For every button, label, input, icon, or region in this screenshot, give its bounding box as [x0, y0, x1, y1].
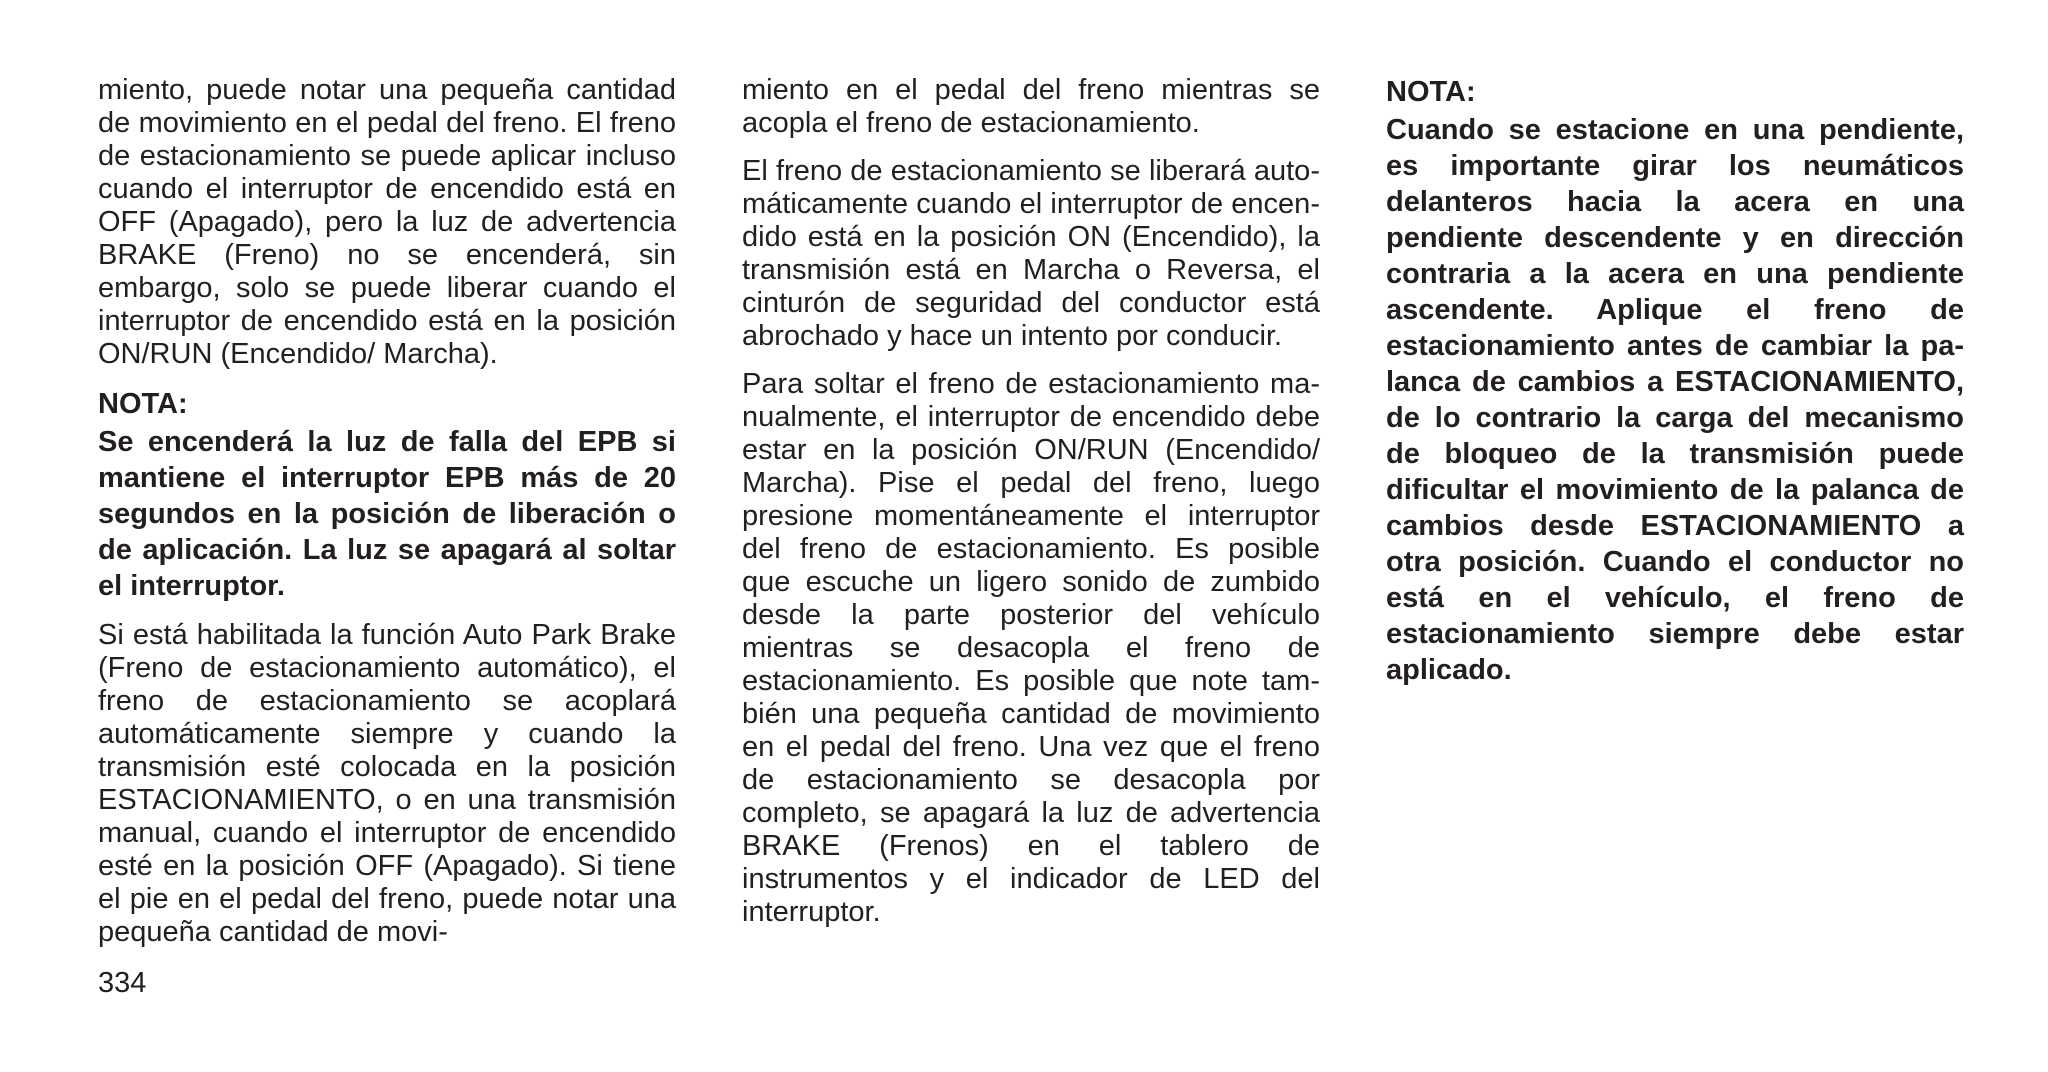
note-text: Se encenderá la luz de falla del EPB si mantiene el interruptor EPB más de 20 segundos en la posición de liberación o de aplicación. La luz se apagará al soltar el interruptor.: [98, 426, 676, 602]
body-paragraph: miento, puede notar una pequeña cantidad de movimiento en el pedal del freno. El freno de estacionamiento se puede aplicar incluso cuando el interruptor de encendido está en OFF (Apagado), pero la luz de advertencia BRAKE (Freno) no se encenderá, sin embargo, solo se puede liberar cuando el interruptor de encendido está en la posición ON/RUN (Encendido/ Marcha).: [98, 74, 676, 370]
note-text: Cuando se estacione en una pendiente, es importante girar los neumáticos delanteros hacia la acera en una pendiente descendente y en dirección contraria a la acera en una pendiente ascendente. Aplique el freno de estacionamiento antes de cambiar la palanca de cambios a ESTACIONAMIENTO, de lo contrario la carga del mecanismo de bloqueo de la transmisión puede dificultar el movimiento de la palanca de cambios desde ESTACIONAMIENTO a otra posición. Cuando el conductor no está en el vehículo, el freno de estacionamiento siempre debe estar aplicado.: [1386, 114, 1964, 686]
note-heading: NOTA:: [98, 388, 188, 420]
body-paragraph: El freno de estacionamiento se liberará automáticamente cuando el interruptor de encendido está en la posición ON (Encendido), la transmisión está en Marcha o Reversa, el cinturón de seguridad del conductor está abrochado y hace un intento por conducir.: [742, 155, 1320, 352]
note-heading: NOTA:: [1386, 76, 1476, 108]
text-column-left: [98, 74, 676, 964]
text-column-right: [1386, 74, 1964, 703]
text-column-middle: [742, 74, 1320, 944]
body-paragraph: Si está habilitada la función Auto Park Brake (Freno de estacionamiento automático), el freno de estacionamiento se acoplará automáticamente siempre y cuando la transmisión esté colocada en la posición ESTACIONAMIENTO, o en una transmisión manual, cuando el interruptor de encendido esté en la posición OFF (Apagado). Si tiene el pie en el pedal del freno, puede notar una pequeña cantidad de movi-: [98, 619, 676, 948]
body-paragraph: miento en el pedal del freno mientras se acopla el freno de estacionamiento.: [742, 74, 1320, 139]
body-paragraph: Para soltar el freno de estacionamiento manualmente, el interruptor de encendido debe estar en la posición ON/RUN (Encendido/ Marcha). Pise el pedal del freno, luego presione momentáneamente el interruptor del freno de estacionamiento. Es posible que escuche un ligero sonido de zumbido desde la parte posterior del vehículo mientras se desacopla el freno de estacionamiento. Es posible que note también una pequeña cantidad de movimiento en el pedal del freno. Una vez que el freno de estacionamiento se desacopla por completo, se apagará la luz de advertencia BRAKE (Frenos) en el tablero de instrumentos y el indicador de LED del interruptor.: [742, 368, 1320, 928]
page-number: 334: [98, 967, 147, 999]
